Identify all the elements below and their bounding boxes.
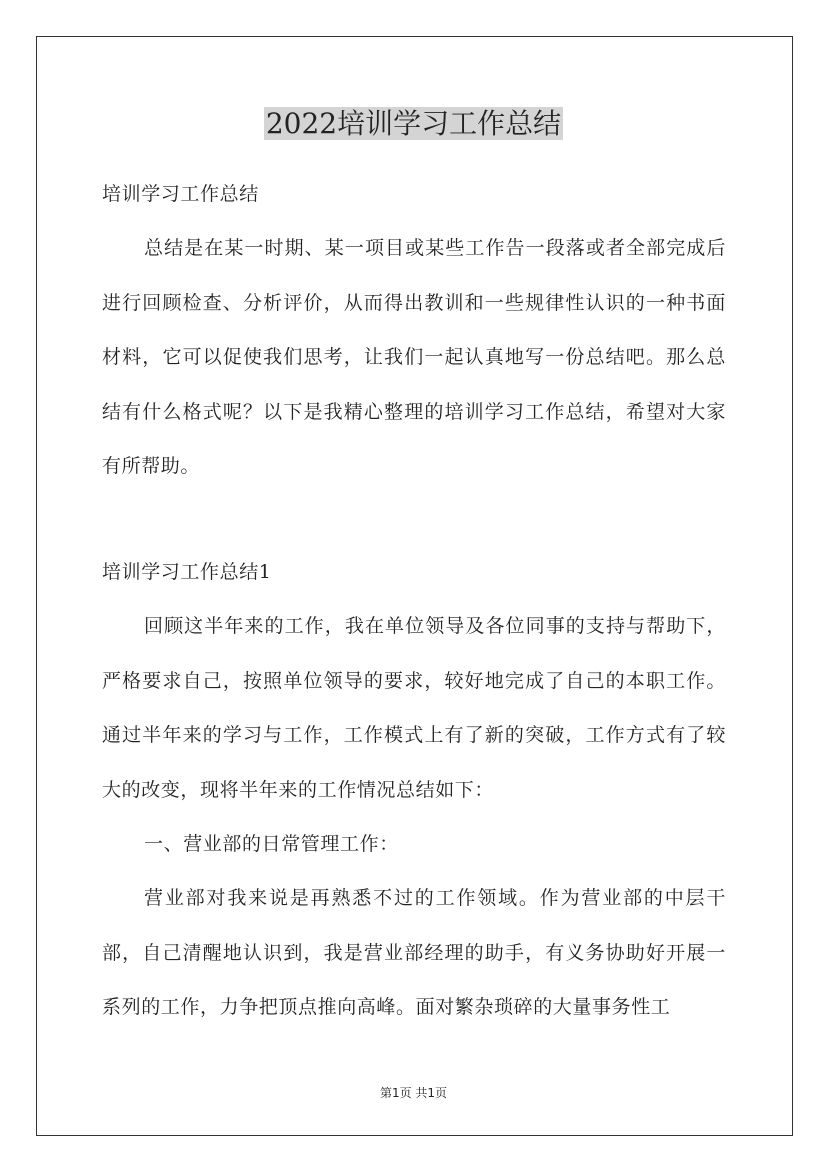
document-title (0, 104, 827, 144)
section-paragraph-1: 回顾这半年来的工作，我在单位领导及各位同事的支持与帮助下，严格要求自己，按照单位领导的要求，较好地完成了自己的本职工作。通过半年来的学习与工作，工作模式上有了新的突破，工作方式有了较大的改变，现将半年来的工作情况总结如下： (102, 615, 726, 801)
document-title-text: 2022培训学习工作总结 (265, 107, 562, 140)
intro-paragraph: 总结是在某一时期、某一项目或某些工作告一段落或者全部完成后进行回顾检查、分析评价，从而得出教训和一些规律性认识的一种书面材料，它可以促使我们思考，让我们一起认真地写一份总结吧。那么总结有什么格式呢？以下是我精心整理的培训学习工作总结，希望对大家有所帮助。 (102, 237, 726, 478)
document-subtitle: 培训学习工作总结 (102, 183, 259, 205)
section-paragraph-2: 营业部对我来说是再熟悉不过的工作领域。作为营业部的中层干部，自己清醒地认识到，我是营业部经理的助手，有义务协助好开展一系列的工作，力争把顶点推向高峰。面对繁杂琐碎的大量事务性工 (102, 887, 726, 1019)
section-item-1: 一、营业部的日常管理工作： (144, 833, 399, 855)
page-footer: 第1页 共1页 (379, 1086, 448, 1100)
section-heading: 培训学习工作总结1 (102, 561, 272, 583)
